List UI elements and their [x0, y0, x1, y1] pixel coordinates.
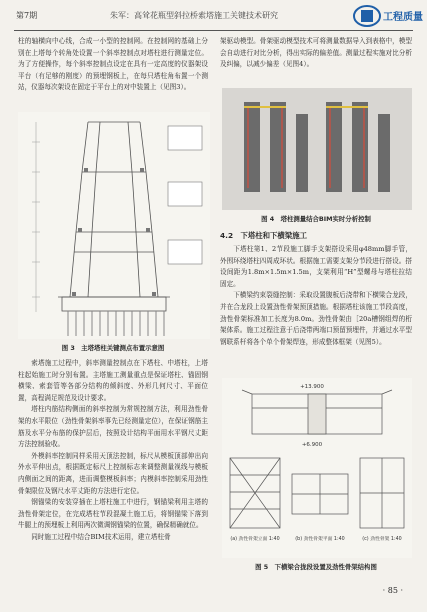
paragraph: 外模斜率控制同样采用天顶法控制，标尺从模板顶部伸出向外水平伸出点，根据既定标尺上控制标志来调整测量视线与模板内侧面之间的距离，进而调整模板斜率；内模斜率控制采用劲性骨架限位及钢尺水平丈距的方法进行定位。 — [18, 451, 208, 495]
journal-logo — [353, 4, 423, 28]
logo-text: 工程质量 — [383, 12, 423, 23]
figure-3-caption: 图 3 主塔塔柱关键测点布置示意图 — [61, 344, 165, 352]
running-title: 朱军：高耸花瓶型斜拉桥索塔施工关键技术研究 — [110, 11, 278, 20]
figure-5-caption: 图 5 下横梁合拢段设置及劲性骨架结构图 — [255, 563, 377, 571]
right-column-middle — [220, 244, 412, 348]
paragraph: 塔柱内筋结构侧面的斜率控制为常规控制方法，利用劲性骨架的水平限位（劲性骨架斜率事先已经测量定位），在保证钢筋主筋及水平分布筋的保护层后，按照设计结构平面用水平钢尺丈距方法控制验收。 — [18, 405, 208, 449]
paragraph: 下横梁约束裂缝控制：采取设置腹板后浇带和下横梁合龙段，并在合龙段上设置劲性骨架预顶措施。根据塔柱该施工节段高度，劲性骨架标准加工长度为8.0m。劲性骨架由［20a槽钢组焊的桁架体系。施工过程注意于后浇带两端口预留预埋件，并通过水平型钢联系杆将各个单个骨架焊连，形成整体框架（见图5）。 — [220, 291, 412, 346]
elevation-top-label: +13.900 — [300, 384, 324, 390]
paragraph: 柱的轴横向中心线，合成一小型的控制网。在控制网的基础上分别在上塔每个转角处设置一个斜率控制点对塔柱进行测量定位。为了方便操作，每个斜率控制点设定在具有一定高度的仪器架设平台（有足够的刚度）的预埋钢板上，在每只塔柱角布置一个测站，仪器每次架设在固定于平台上的对中装置上（见图3）。 — [18, 37, 208, 92]
right-column-top — [220, 36, 412, 71]
figure-4-image — [222, 88, 412, 210]
running-header — [14, 4, 423, 30]
left-column-top — [18, 36, 208, 94]
figure-5-drawing — [222, 378, 412, 558]
issue-label: 第7期 — [16, 11, 38, 20]
subfigure-c-label: (c) 劲性骨架 1:40 — [362, 537, 402, 542]
section-heading: 4.2 下塔柱和下横梁施工 — [220, 231, 307, 240]
paragraph: 架驱动模型。骨架驱动模型技术可将测量数据导入到表格中，模型会自动进行对比分析，得出实际的偏差值。测量过程实施对比分析及纠偏，以减少偏差（见图4）。 — [220, 37, 412, 69]
header-rule — [14, 30, 413, 31]
elevation-bottom-label: +6.900 — [301, 442, 323, 448]
paragraph: 钢锚梁的安装穿插在上塔柱施工中进行，钢锚梁利用主塔的劲性骨架定位，在完成塔柱节段混凝土施工后，将钢锚梁下落到牛腿上的预埋板上利用两次微调钢锚梁的位置，确保精确就位。 — [18, 498, 208, 530]
figure-3-drawing — [18, 112, 210, 339]
paragraph: 同时施工过程中结合BIM技术运用，建立塔柱骨 — [31, 532, 171, 541]
figure-4-caption: 图 4 塔柱测量结合BIM实时分析控制 — [261, 215, 371, 223]
left-column-bottom — [18, 358, 208, 544]
page-number: · 85 · — [382, 586, 403, 595]
subfigure-b-label: (b) 劲性骨架平面 1:40 — [295, 537, 345, 542]
subfigure-a-label: (a) 劲性骨架立面 1:40 — [230, 537, 280, 542]
paragraph: 索塔施工过程中，斜率测量控制点在下塔柱、中塔柱，上塔柱起始施工时分别布置。主塔施工测量重点是保证塔柱、锚固钢横梁、索套管等各部分结构的倾斜度、外形几何尺寸、平面位置，高程满足规范及设计要求。 — [18, 359, 208, 402]
paragraph: 下塔柱第1、2节段施工脚手支架搭设采用φ48mm脚手管，外围环绕塔柱四周成环状。根据施工需要支架分节段进行搭设。搭设间距为1.8m×1.5m×1.5m，支架利用“H”型螺母与塔柱拉结固定。 — [220, 245, 412, 288]
